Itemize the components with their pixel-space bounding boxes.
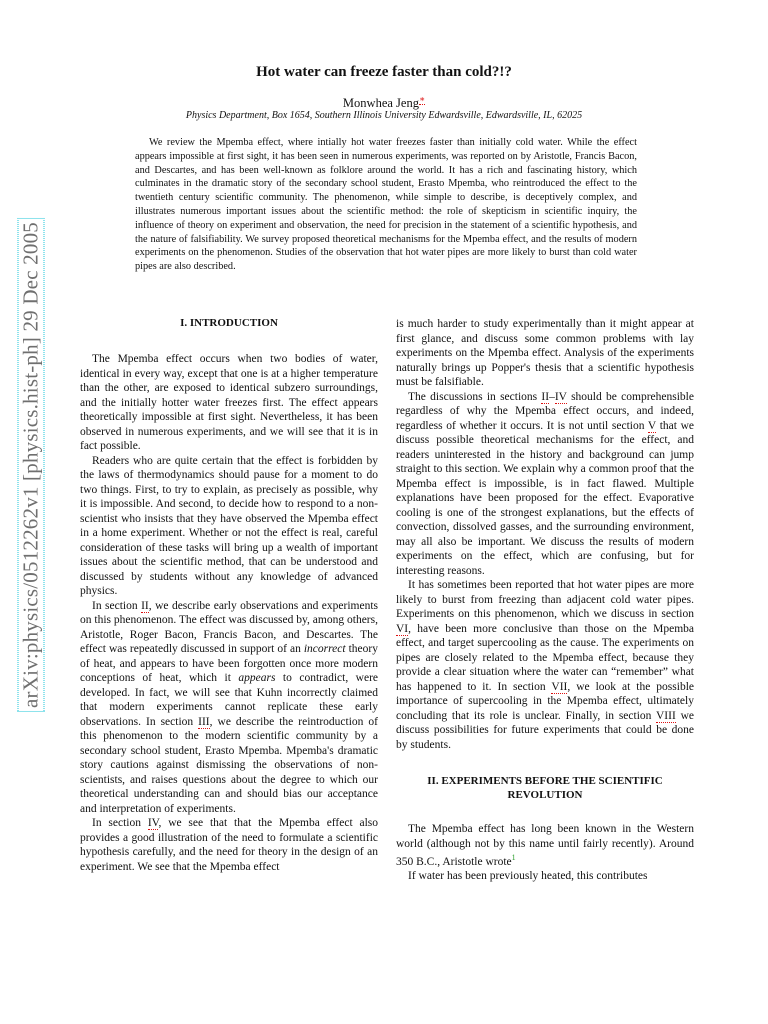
section-heading-introduction: I. INTRODUCTION xyxy=(180,317,278,329)
citation-link[interactable]: 1 xyxy=(511,853,516,862)
section-link[interactable]: VI xyxy=(396,622,409,635)
section-link[interactable]: IV xyxy=(147,817,159,829)
paragraph: It has sometimes been reported that hot water pipes are more likely to burst from freezing than adjacent cold water pipes. Experiments on this phenomenon, which we discuss in section VI, have been more conclusive than those on the Mpemba effect, and target supercooling as the cause. The experiments on pipes are closely related to the Mpemba effect, because they provide a clear situation where the water can “remember” what has happened to it. In section VII, we look at the possible importance of supercooling in the Mpemba effect, ultimately concluding that its role is unclear. Finally, in section VIII we discuss possibilities for future experiments that could be done by students. xyxy=(396,579,694,751)
author-line xyxy=(0,94,768,111)
paragraph: The Mpemba effect has long been known in the Western world (although not by this name until fairly recently). Around 350 B.C., Aristotle wrote$^1$ xyxy=(396,823,694,868)
section-link[interactable]: V xyxy=(647,419,657,432)
right-column xyxy=(396,317,694,884)
author-footnote-mark[interactable]: ∗ xyxy=(418,94,426,104)
section-link[interactable]: VIII xyxy=(655,709,676,722)
paragraph: Readers who are quite certain that the effect is forbidden by the laws of thermodynamics should pause for a moment to do two things. First, to try to explain, as precisely as possible, why it is impossible. And second, to decide how to respond to a non-scientist who insists that they have observed the Mpemba effect in a home experiment. Whether or not the effect is real, careful consideration of these tasks will bring up a wealth of important issues about the scientific method, that can be understood and discussed by students without any knowledge of advanced physics. xyxy=(80,454,378,597)
section-link[interactable]: II xyxy=(141,599,149,612)
paragraph: is much harder to study experimentally than it might appear at first glance, and discuss some common problems with lay experiments on the Mpemba effect. Analysis of the experiments naturally brings up Popper's thesis that a scientific hypothesis must be falsifiable. xyxy=(396,318,694,388)
paper-title: Hot water can freeze faster than cold?!? xyxy=(256,64,512,80)
section-link[interactable]: III xyxy=(198,715,210,728)
arxiv-identifier-stamp xyxy=(14,180,48,750)
paragraph: The Mpemba effect occurs when two bodies of water, identical in every way, except that one is at a higher temperature than the other, are exposed to identical subzero surroundings, and the initially hotter water freezes first. The effect appears theoretically impossible at first sight. Nevertheless, it has been observed in numerous experiments, and we will see that it is in fact possible. xyxy=(80,353,378,452)
section-heading-experiments: II. EXPERIMENTS BEFORE THE SCIENTIFIC REVOLUTION xyxy=(427,775,663,801)
author-name: Monwhea Jeng xyxy=(342,96,419,111)
paragraph: If water has been previously heated, this contributes xyxy=(408,870,648,883)
section-link[interactable]: IV xyxy=(554,390,567,403)
left-column xyxy=(80,316,378,874)
paragraph: The discussions in sections II–IV should be comprehensible regardless of why the Mpemba effect occurs, and indeed, regardless of whether it occurs. It is not until section V that we discuss possible theoretical mechanisms for the effect, and readers uninterested in the history and background can jump straight to this section. We explain why a common proof that the Mpemba effect is impossible, is in fact flawed. Multiple explanations have been proposed for the effect. Evaporative cooling is one of the strongest explanations, but the effects of convection, dissolved gasses, and the surrounding environment, may all also be important. We discuss the results of modern experiments on the effect, which are confusing, but for interesting reasons. xyxy=(396,390,694,577)
section-link[interactable]: VII xyxy=(551,680,568,693)
section-link[interactable]: II xyxy=(541,390,550,403)
arxiv-identifier-text: arXiv:physics/0512262v1 [physics.hist-ph] 29 Dec 2005 xyxy=(18,218,45,712)
abstract: We review the Mpemba effect, where intially hot water freezes faster than initially cold water. While the effect appears impossible at first sight, it has been seen in numerous experiments, was reported on by Aristotle, Francis Bacon, and Descartes, and has been well-known as folklore around the world. It has a rich and fascinating history, which culminates in the dramatic story of the secondary school student, Erasto Mpemba, who reintroduced the effect to the twentieth century scientific community. The phenomenon, while simple to describe, is deceptively complex, and illustrates numerous important issues about the scientific method: the role of skepticism in scientific inquiry, the influence of theory on experiment and observation, the need for precision in the statement of a scientific hypothesis, and the nature of falsifiability. We survey proposed theoretical mechanisms for the Mpemba effect, and the results of modern experiments on the phenomenon. Studies of the observation that hot water pipes are more likely to burst than cold water pipes are also described. xyxy=(135,137,637,273)
paragraph: In section II, we describe early observations and experiments on this phenomenon. The effect was discussed by, among others, Aristotle, Roger Bacon, Francis Bacon, and Descartes. The effect was repeatedly discussed in support of an incorrect theory of heat, and appears to have been forgotten once more modern conceptions of heat, which it appears to contradict, were developed. In fact, we will see that Kuhn incorrectly claimed that modern experiments cannot replicate these early observations. In section III, we describe the reintroduction of this phenomenon to the modern scientific community by a secondary school student, Erasto Mpemba. Mpemba's dramatic story cautions against dismissing the observations of non-scientists, and raises questions about the degree to which our theoretical understanding can and should bias our acceptance and interpretation of experiments. xyxy=(80,599,379,815)
author-affiliation: Physics Department, Box 1654, Southern Illinois University Edwardsville, Edwardsville, IL, 62025 xyxy=(185,110,583,121)
paragraph: In section IV, we see that that the Mpemba effect also provides a good illustration of the need to formulate a scientific hypothesis carefully, and the need for theory in the design of an experiment. We see that the Mpemba effect xyxy=(80,817,379,873)
